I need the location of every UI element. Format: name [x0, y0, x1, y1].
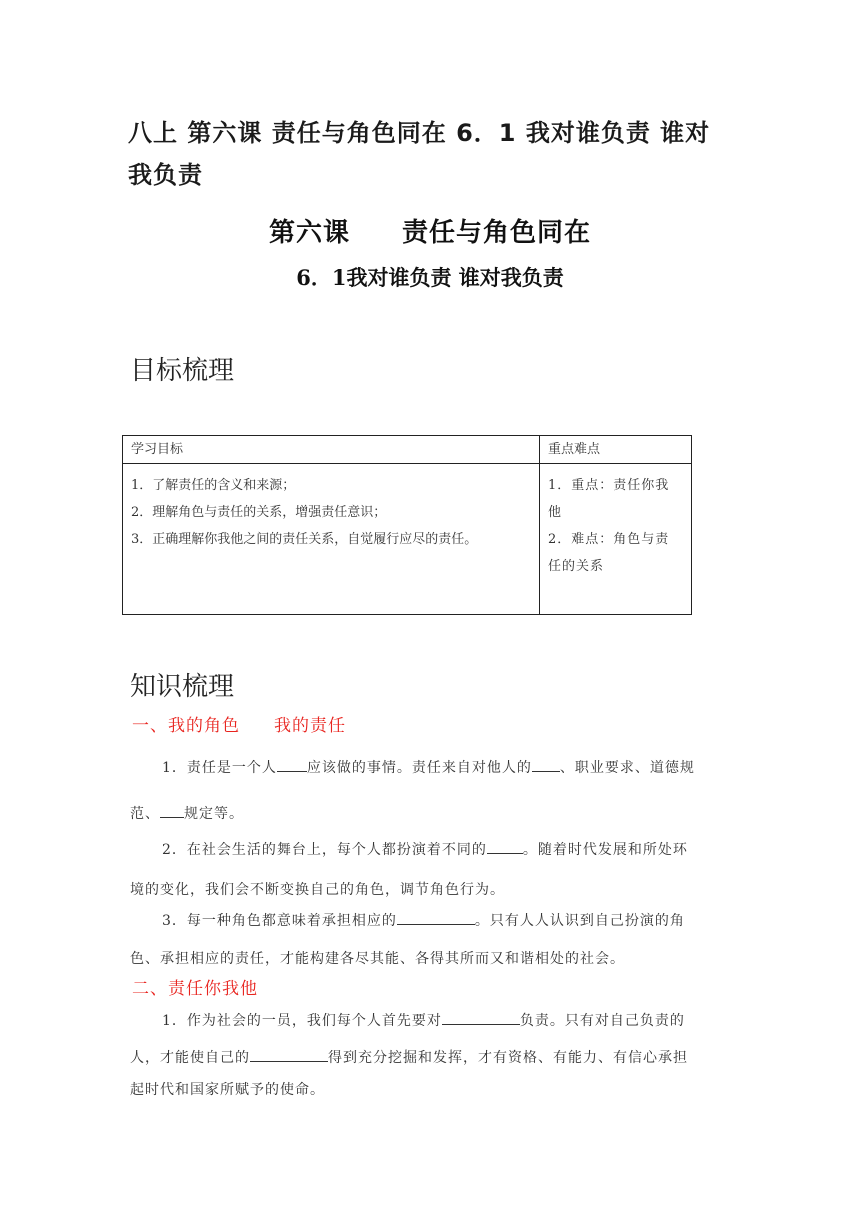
key-points-col-header: 重点难点 — [540, 436, 692, 464]
part1-heading-a: 一、我的角色 — [132, 716, 240, 736]
goals-section-heading: 目标梳理 — [130, 356, 235, 386]
knowledge-section-heading: 知识梳理 — [130, 672, 235, 702]
lesson-title — [0, 212, 860, 249]
fill-blank[interactable] — [532, 757, 560, 772]
fill-blank[interactable] — [250, 1047, 328, 1062]
goal-item: 3．正确理解你我他之间的责任关系，自觉履行应尽的责任。 — [131, 532, 478, 547]
lesson-subtitle-number: 6．1 — [296, 265, 347, 290]
part1-heading — [132, 711, 346, 736]
part1-paragraph-1: 1．责任是一个人 应该做的事情。责任来自对他人的 、职业要求、道德规 范、 规定等。 — [130, 745, 730, 837]
goals-table-body-row — [123, 464, 692, 615]
lesson-title-text: 责任与角色同在 — [402, 218, 592, 248]
goals-table-header-row — [123, 436, 692, 464]
goal-item: 2．理解角色与责任的关系，增强责任意识； — [131, 505, 387, 520]
goal-item: 1．了解责任的含义和来源； — [131, 478, 296, 493]
key-point-line: 任的关系 — [548, 559, 605, 574]
fill-blank[interactable] — [442, 1010, 520, 1025]
goals-col-header: 学习目标 — [123, 436, 540, 464]
goals-list-cell — [123, 464, 540, 615]
part1-paragraph-3: 3．每一种角色都意味着承担相应的 。只有人人认识到自己扮演的角 色、承担相应的责任，才能构建各尽其能、各得其所而又和谐相处的社会。 — [130, 902, 730, 978]
goals-table — [122, 435, 692, 615]
key-point-line: 1．重点：责任你我 — [548, 478, 670, 493]
lesson-title-number: 第六课 — [268, 218, 350, 248]
fill-blank[interactable] — [160, 803, 184, 818]
document-title-line1: 八上 第六课 责任与角色同在 6．1 我对谁负责 谁对 — [128, 119, 711, 147]
part2-heading: 二、责任你我他 — [132, 979, 258, 999]
lesson-subtitle-text: 我对谁负责 谁对我负责 — [346, 265, 564, 290]
key-point-line: 他 — [548, 505, 563, 520]
part1-paragraph-2: 2．在社会生活的舞台上，每个人都扮演着不同的 。随着时代发展和所处环 境的变化，我们会不断变换自己的角色，调节角色行为。 — [130, 830, 730, 910]
part2-paragraph-1: 1．作为社会的一员，我们每个人首先要对 负责。只有对自己负责的 人，才能使自己的 得到充分挖掘和发挥，才有资格、有能力、有信心承担 起时代和国家所赋予的使命。 — [130, 1003, 730, 1103]
fill-blank[interactable] — [277, 757, 307, 772]
key-point-line: 2．难点：角色与责 — [548, 532, 670, 547]
document-title — [128, 112, 738, 196]
lesson-subtitle — [0, 262, 860, 292]
fill-blank[interactable] — [487, 839, 523, 854]
key-points-cell — [540, 464, 692, 615]
part1-heading-b: 我的责任 — [274, 716, 346, 736]
fill-blank[interactable] — [397, 910, 475, 925]
document-title-line2: 我负责 — [128, 161, 203, 189]
